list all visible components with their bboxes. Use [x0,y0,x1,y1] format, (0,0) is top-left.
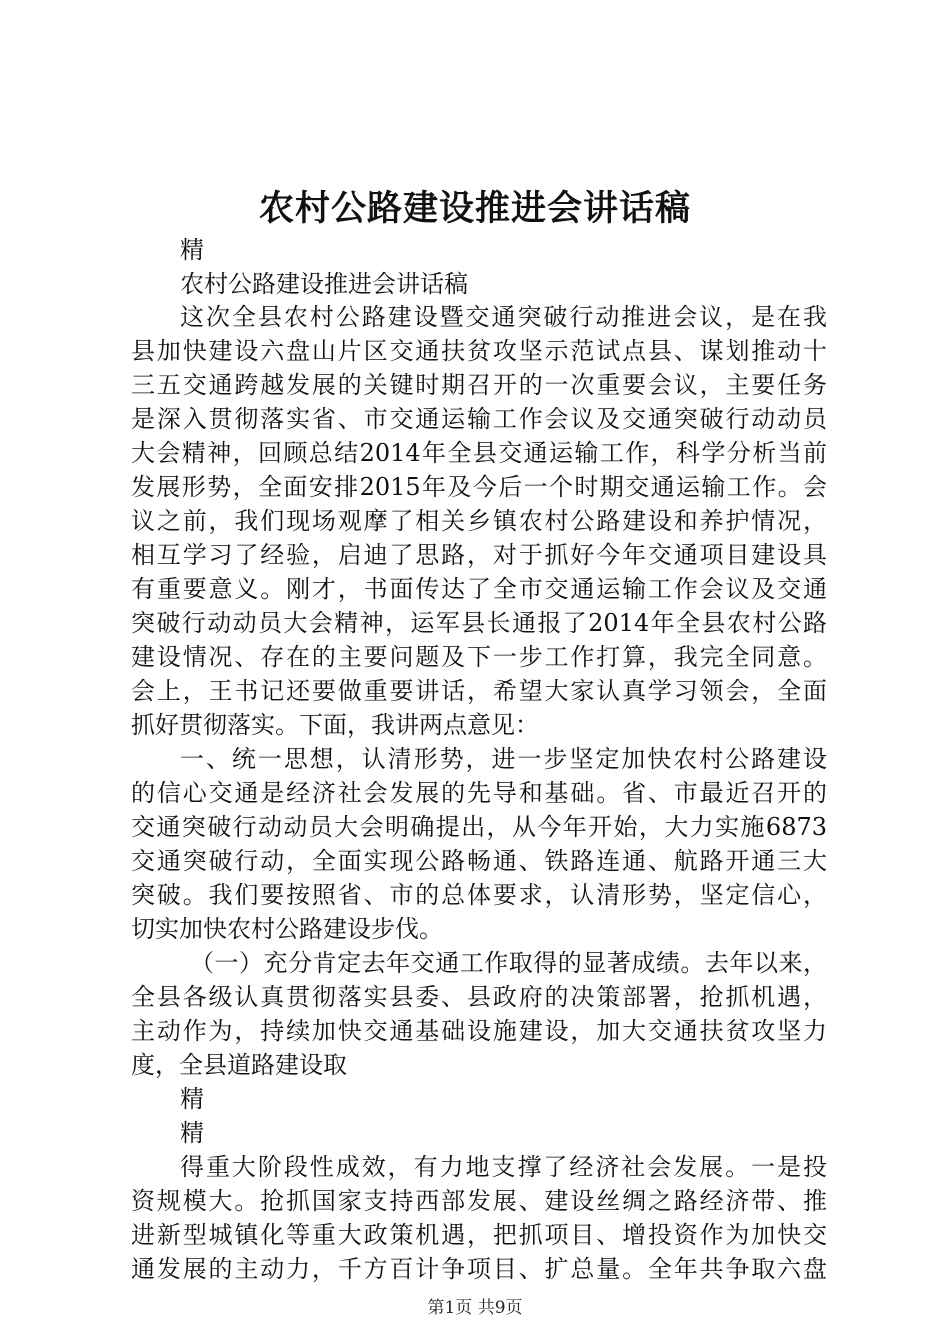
text-line: 通发展的主动力，千方百计争项目、扩总量。全年共争取六盘 [131,1255,827,1283]
text-line: 议之前，我们现场观摩了相关乡镇农村公路建设和养护情况， [131,507,827,535]
text-line: 的信心交通是经济社会发展的先导和基础。省、市最近召开的 [131,779,827,807]
text-line: 这次全县农村公路建设暨交通突破行动推进会议，是在我 [180,303,827,331]
text-line: 是深入贯彻落实省、市交通运输工作会议及交通突破行动动员 [131,405,827,433]
text-line: 有重要意义。刚才，书面传达了全市交通运输工作会议及交通 [131,575,827,603]
text-line: 一、统一思想，认清形势，进一步坚定加快农村公路建设 [180,745,827,773]
text-line: 发展形势，全面安排2015年及今后一个时期交通运输工作。会 [131,473,827,501]
text-line: 大会精神，回顾总结2014年全县交通运输工作，科学分析当前 [131,439,827,467]
text-line: 精 [180,236,204,264]
text-line: 进新型城镇化等重大政策机遇，把抓项目、增投资作为加快交 [131,1221,827,1249]
text-line: 精 [180,1119,204,1147]
text-line: 抓好贯彻落实。下面，我讲两点意见： [131,711,539,739]
text-line: 主动作为，持续加快交通基础设施建设，加大交通扶贫攻坚力 [131,1017,827,1045]
text-line: 相互学习了经验，启迪了思路，对于抓好今年交通项目建设具 [131,541,827,569]
text-line: 资规模大。抢抓国家支持西部发展、建设丝绸之路经济带、推 [131,1187,827,1215]
text-line: 三五交通跨越发展的关键时期召开的一次重要会议，主要任务 [131,371,827,399]
text-line: （一）充分肯定去年交通工作取得的显著成绩。去年以来， [190,949,827,977]
text-line: 农村公路建设推进会讲话稿 [180,270,468,298]
document-title: 农村公路建设推进会讲话稿 [258,188,691,229]
text-line: 得重大阶段性成效，有力地支撑了经济社会发展。一是投 [180,1153,827,1181]
text-line: 突破行动动员大会精神，运军县长通报了2014年全县农村公路 [131,609,827,637]
text-line: 县加快建设六盘山片区交通扶贫攻坚示范试点县、谋划推动十 [131,337,827,365]
text-line: 精 [180,1085,204,1113]
page-footer: 第1页 共9页 [427,1298,523,1318]
text-line: 度，全县道路建设取 [131,1051,347,1079]
text-line: 交通突破行动动员大会明确提出，从今年开始，大力实施6873 [131,813,827,841]
text-line: 交通突破行动，全面实现公路畅通、铁路连通、航路开通三大 [131,847,827,875]
text-line: 全县各级认真贯彻落实县委、县政府的决策部署，抢抓机遇， [131,983,827,1011]
text-line: 突破。我们要按照省、市的总体要求，认清形势，坚定信心， [131,881,827,909]
text-line: 建设情况、存在的主要问题及下一步工作打算，我完全同意。 [131,643,827,671]
text-line: 切实加快农村公路建设步伐。 [131,915,443,943]
text-line: 会上，王书记还要做重要讲话，希望大家认真学习领会，全面 [131,677,827,705]
